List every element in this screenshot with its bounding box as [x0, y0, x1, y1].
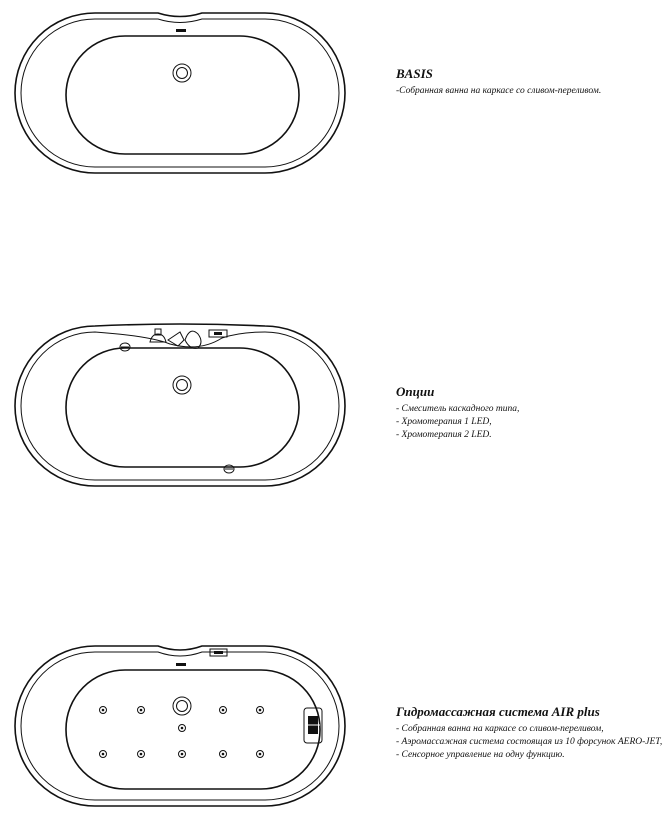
section-line: -Собранная ванна на каркасе со сливом-переливом. [396, 86, 602, 96]
aero-jet-icon [220, 751, 227, 758]
aero-jet-icon [100, 751, 107, 758]
overflow-icon [176, 663, 186, 666]
drain-icon [173, 64, 191, 82]
chromotherapy-led-1-icon [120, 343, 130, 351]
drain-icon [173, 376, 191, 394]
aero-jet-icon [179, 725, 186, 732]
section-line: - Смеситель каскадного типа, [396, 404, 520, 414]
section-title-air-plus: Гидромассажная система AIR plus [396, 704, 600, 719]
aero-jet-icon [257, 707, 264, 714]
tub-basin [66, 348, 299, 467]
section-options [396, 384, 519, 442]
aero-jet-icon [138, 751, 145, 758]
aero-jet-icon [257, 751, 264, 758]
aero-jet-icon [179, 751, 186, 758]
tub-drawing-basis [0, 0, 370, 190]
section-line: - Аэромассажная система состоящая из 10 форсунок AERO-JET, [396, 737, 663, 747]
section-title-options: Опции [396, 384, 435, 399]
section-title-basis: BASIS [396, 66, 433, 81]
aero-jet-icon [138, 707, 145, 714]
aero-jet-icon [220, 707, 227, 714]
section-basis [396, 66, 601, 98]
aero-jet-nozzles [100, 707, 264, 758]
aero-jet-icon [100, 707, 107, 714]
overflow-icon [176, 29, 186, 32]
tub-basin [66, 36, 299, 154]
section-line: - Хромотерапия 2 LED. [396, 430, 492, 440]
tub-basin [66, 670, 320, 789]
tub-drawing-options [0, 310, 370, 500]
drain-icon [173, 697, 191, 715]
section-line: - Собранная ванна на каркасе со сливом-переливом, [396, 724, 604, 734]
section-air-plus [396, 704, 662, 762]
tub-drawing-air-plus [0, 630, 370, 820]
section-line: - Хромотерапия 1 LED, [396, 417, 492, 427]
section-line: - Сенсорное управление на одну функцию. [396, 750, 565, 760]
cascade-mixer-icon [150, 329, 227, 348]
tub-outer-rim [15, 13, 345, 173]
